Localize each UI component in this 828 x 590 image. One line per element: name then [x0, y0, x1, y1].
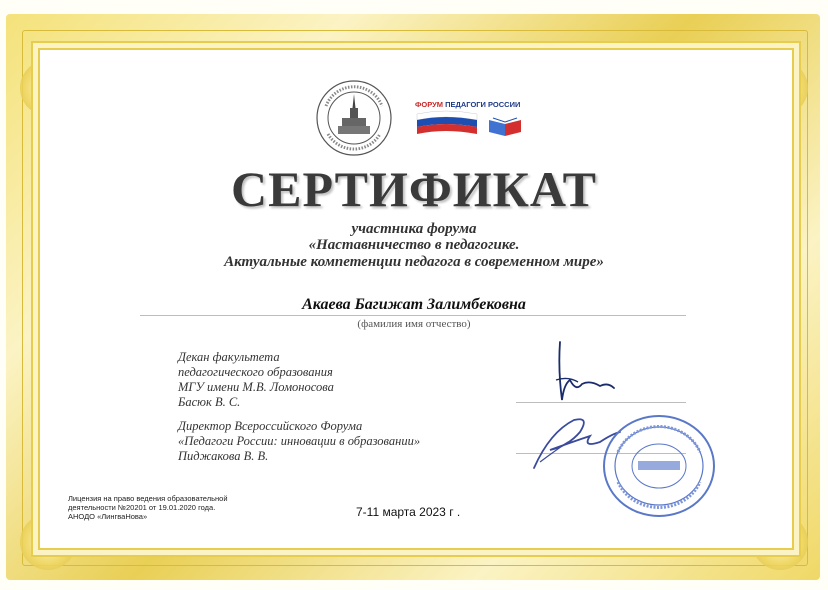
subtitle-line: участника форума — [351, 221, 477, 237]
forum-logo-title: ПЕДАГОГИ РОССИИ — [445, 100, 521, 109]
msu-logo — [314, 78, 394, 158]
license-line: АНОДО «ЛингваНова» — [68, 512, 148, 521]
signatory-line: Пиджакова В. В. — [178, 449, 269, 463]
license-line: Лицензия на право ведения образовательной — [68, 494, 228, 503]
certificate-title: СЕРТИФИКАТ — [230, 161, 597, 217]
signatory-dean — [178, 350, 334, 410]
signatory-line: Директор Всероссийского Форума — [178, 419, 363, 433]
signatory-line: Басюк В. С. — [178, 395, 241, 409]
signatory-director — [178, 419, 420, 464]
license-line: деятельности №20201 от 19.01.2020 года. — [68, 503, 216, 512]
recipient-name: Акаева Багижат Залимбековна — [302, 296, 526, 313]
flag-book-icon — [415, 110, 530, 138]
organization-stamp — [600, 412, 718, 520]
signatory-line: Декан факультета — [178, 350, 280, 364]
signatory-line: МГУ имени М.В. Ломоносова — [178, 380, 334, 394]
signatory-line: «Педагоги России: инновации в образовании» — [178, 434, 421, 448]
forum-logo-text — [415, 100, 520, 109]
subtitle-line: Актуальные компетенции педагога в современном мире» — [224, 254, 604, 270]
forum-date: 7-11 марта 2023 г . — [356, 505, 461, 519]
forum-logo — [415, 100, 530, 140]
signatory-line: педагогического образования — [178, 365, 333, 379]
subtitle-line: «Наставничество в педагогике. — [308, 237, 520, 253]
name-caption: (фамилия имя отчество) — [357, 318, 471, 330]
license-info — [68, 494, 228, 521]
forum-logo-word: ФОРУМ — [415, 100, 444, 109]
signature-dean — [548, 340, 628, 412]
name-underline — [140, 315, 686, 316]
